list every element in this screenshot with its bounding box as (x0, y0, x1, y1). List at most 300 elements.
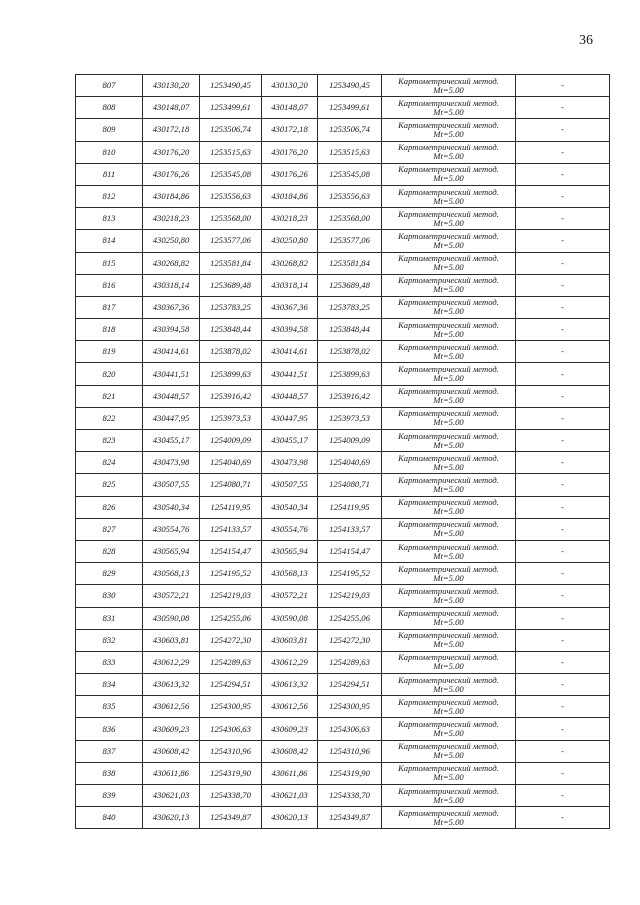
method-accuracy: Mt=5.00 (433, 594, 464, 605)
method-cell (382, 762, 516, 784)
page-number: 36 (579, 33, 593, 48)
table-row (76, 496, 610, 518)
x-existing-cell: 430554,76 (143, 518, 200, 540)
y-new-cell: 1254080,71 (318, 474, 382, 496)
table-row (76, 341, 610, 363)
x-existing-cell: 430447,95 (143, 407, 200, 429)
table-row (76, 430, 610, 452)
method-name: Картометрический метод. (398, 364, 499, 375)
point-number-cell: 813 (76, 208, 143, 230)
y-existing-cell: 1253878,02 (200, 341, 262, 363)
note-cell: - (516, 674, 610, 696)
table-row (76, 696, 610, 718)
x-existing-cell: 430473,98 (143, 452, 200, 474)
point-number-cell: 808 (76, 97, 143, 119)
y-existing-cell: 1253689,48 (200, 274, 262, 296)
x-new-cell: 430250,80 (262, 230, 318, 252)
method-cell (382, 540, 516, 562)
x-existing-cell: 430268,82 (143, 252, 200, 274)
method-name: Картометрический метод. (398, 696, 499, 707)
x-existing-cell: 430318,14 (143, 274, 200, 296)
table-row (76, 75, 610, 97)
method-name: Картометрический метод. (398, 97, 499, 108)
y-existing-cell: 1253499,61 (200, 97, 262, 119)
method-name: Картометрический метод. (398, 142, 499, 153)
y-new-cell: 1253899,63 (318, 363, 382, 385)
y-existing-cell: 1254219,03 (200, 585, 262, 607)
y-existing-cell: 1253545,08 (200, 163, 262, 185)
x-new-cell: 430621,03 (262, 785, 318, 807)
method-name: Картометрический метод. (398, 608, 499, 619)
method-cell (382, 807, 516, 829)
method-accuracy: Mt=5.00 (433, 816, 464, 827)
y-new-cell: 1254289,63 (318, 651, 382, 673)
point-number-cell: 819 (76, 341, 143, 363)
point-number-cell: 811 (76, 163, 143, 185)
note-cell: - (516, 452, 610, 474)
coordinates-table-body (76, 75, 610, 829)
x-new-cell: 430218,23 (262, 208, 318, 230)
note-cell: - (516, 607, 610, 629)
method-name: Картометрический метод. (398, 497, 499, 508)
method-cell (382, 341, 516, 363)
method-cell (382, 230, 516, 252)
x-existing-cell: 430184,86 (143, 185, 200, 207)
y-existing-cell: 1253973,53 (200, 407, 262, 429)
method-name: Картометрический метод. (398, 386, 499, 397)
y-existing-cell: 1254272,30 (200, 629, 262, 651)
y-existing-cell: 1254154,47 (200, 540, 262, 562)
x-existing-cell: 430621,03 (143, 785, 200, 807)
method-accuracy: Mt=5.00 (433, 483, 464, 494)
method-accuracy: Mt=5.00 (433, 461, 464, 472)
point-number-cell: 822 (76, 407, 143, 429)
y-new-cell: 1253878,02 (318, 341, 382, 363)
point-number-cell: 818 (76, 319, 143, 341)
method-accuracy: Mt=5.00 (433, 639, 464, 650)
y-existing-cell: 1254310,96 (200, 740, 262, 762)
x-existing-cell: 430250,80 (143, 230, 200, 252)
method-name: Картометрический метод. (398, 186, 499, 197)
point-number-cell: 807 (76, 75, 143, 97)
x-new-cell: 430540,34 (262, 496, 318, 518)
point-number-cell: 829 (76, 563, 143, 585)
y-new-cell: 1253577,06 (318, 230, 382, 252)
method-name: Картометрический метод. (398, 452, 499, 463)
method-cell (382, 452, 516, 474)
y-existing-cell: 1253577,06 (200, 230, 262, 252)
x-existing-cell: 430568,13 (143, 563, 200, 585)
note-cell: - (516, 785, 610, 807)
y-new-cell: 1254119,95 (318, 496, 382, 518)
point-number-cell: 815 (76, 252, 143, 274)
method-name: Картометрический метод. (398, 541, 499, 552)
method-name: Картометрический метод. (398, 785, 499, 796)
x-new-cell: 430367,36 (262, 296, 318, 318)
note-cell: - (516, 696, 610, 718)
y-new-cell: 1253916,42 (318, 385, 382, 407)
table-row (76, 252, 610, 274)
method-accuracy: Mt=5.00 (433, 661, 464, 672)
method-accuracy: Mt=5.00 (433, 439, 464, 450)
point-number-cell: 831 (76, 607, 143, 629)
method-cell (382, 740, 516, 762)
method-accuracy: Mt=5.00 (433, 772, 464, 783)
point-number-cell: 823 (76, 430, 143, 452)
method-accuracy: Mt=5.00 (433, 106, 464, 117)
method-cell (382, 563, 516, 585)
method-name: Картометрический метод. (398, 230, 499, 241)
note-cell: - (516, 740, 610, 762)
x-existing-cell: 430608,42 (143, 740, 200, 762)
method-accuracy: Mt=5.00 (433, 794, 464, 805)
note-cell: - (516, 363, 610, 385)
point-number-cell: 824 (76, 452, 143, 474)
table-row (76, 607, 610, 629)
method-cell (382, 785, 516, 807)
x-new-cell: 430184,86 (262, 185, 318, 207)
x-new-cell: 430568,13 (262, 563, 318, 585)
table-row (76, 762, 610, 784)
method-accuracy: Mt=5.00 (433, 728, 464, 739)
point-number-cell: 834 (76, 674, 143, 696)
note-cell: - (516, 296, 610, 318)
y-existing-cell: 1254119,95 (200, 496, 262, 518)
point-number-cell: 838 (76, 762, 143, 784)
x-existing-cell: 430565,94 (143, 540, 200, 562)
method-accuracy: Mt=5.00 (433, 373, 464, 384)
x-existing-cell: 430367,36 (143, 296, 200, 318)
note-cell: - (516, 651, 610, 673)
method-cell (382, 607, 516, 629)
method-name: Картометрический метод. (398, 430, 499, 441)
y-new-cell: 1254154,47 (318, 540, 382, 562)
y-existing-cell: 1253783,25 (200, 296, 262, 318)
y-new-cell: 1253545,08 (318, 163, 382, 185)
method-accuracy: Mt=5.00 (433, 284, 464, 295)
y-new-cell: 1253490,45 (318, 75, 382, 97)
method-accuracy: Mt=5.00 (433, 262, 464, 273)
point-number-cell: 816 (76, 274, 143, 296)
x-new-cell: 430473,98 (262, 452, 318, 474)
y-existing-cell: 1253916,42 (200, 385, 262, 407)
table-row (76, 718, 610, 740)
y-new-cell: 1254195,52 (318, 563, 382, 585)
method-cell (382, 75, 516, 97)
note-cell: - (516, 141, 610, 163)
x-new-cell: 430268,82 (262, 252, 318, 274)
x-existing-cell: 430172,18 (143, 119, 200, 141)
method-cell (382, 518, 516, 540)
method-accuracy: Mt=5.00 (433, 617, 464, 628)
point-number-cell: 825 (76, 474, 143, 496)
method-name: Картометрический метод. (398, 807, 499, 818)
y-existing-cell: 1254289,63 (200, 651, 262, 673)
note-cell: - (516, 341, 610, 363)
note-cell: - (516, 762, 610, 784)
note-cell: - (516, 185, 610, 207)
table-row (76, 674, 610, 696)
note-cell: - (516, 319, 610, 341)
x-new-cell: 430172,18 (262, 119, 318, 141)
y-new-cell: 1253581,84 (318, 252, 382, 274)
method-cell (382, 185, 516, 207)
table-row (76, 208, 610, 230)
table-row (76, 230, 610, 252)
y-new-cell: 1253515,63 (318, 141, 382, 163)
y-existing-cell: 1253568,00 (200, 208, 262, 230)
point-number-cell: 828 (76, 540, 143, 562)
x-existing-cell: 430130,20 (143, 75, 200, 97)
method-accuracy: Mt=5.00 (433, 151, 464, 162)
method-accuracy: Mt=5.00 (433, 173, 464, 184)
method-name: Картометрический метод. (398, 341, 499, 352)
point-number-cell: 830 (76, 585, 143, 607)
point-number-cell: 809 (76, 119, 143, 141)
note-cell: - (516, 119, 610, 141)
x-existing-cell: 430609,23 (143, 718, 200, 740)
note-cell: - (516, 385, 610, 407)
method-accuracy: Mt=5.00 (433, 417, 464, 428)
table-row (76, 319, 610, 341)
method-name: Картометрический метод. (398, 319, 499, 330)
method-cell (382, 97, 516, 119)
method-cell (382, 208, 516, 230)
method-cell (382, 119, 516, 141)
table-row (76, 363, 610, 385)
x-new-cell: 430441,51 (262, 363, 318, 385)
y-new-cell: 1254272,30 (318, 629, 382, 651)
x-existing-cell: 430611,86 (143, 762, 200, 784)
note-cell: - (516, 407, 610, 429)
y-existing-cell: 1254080,71 (200, 474, 262, 496)
x-new-cell: 430130,20 (262, 75, 318, 97)
method-name: Картометрический метод. (398, 630, 499, 641)
method-accuracy: Mt=5.00 (433, 550, 464, 561)
point-number-cell: 832 (76, 629, 143, 651)
method-cell (382, 274, 516, 296)
x-new-cell: 430554,76 (262, 518, 318, 540)
point-number-cell: 821 (76, 385, 143, 407)
method-cell (382, 718, 516, 740)
x-existing-cell: 430590,08 (143, 607, 200, 629)
x-existing-cell: 430507,55 (143, 474, 200, 496)
x-existing-cell: 430394,58 (143, 319, 200, 341)
method-accuracy: Mt=5.00 (433, 84, 464, 95)
x-new-cell: 430455,17 (262, 430, 318, 452)
note-cell: - (516, 807, 610, 829)
table-row (76, 119, 610, 141)
y-existing-cell: 1254040,69 (200, 452, 262, 474)
y-new-cell: 1253689,48 (318, 274, 382, 296)
y-new-cell: 1253499,61 (318, 97, 382, 119)
method-cell (382, 319, 516, 341)
y-new-cell: 1254294,51 (318, 674, 382, 696)
method-cell (382, 407, 516, 429)
method-cell (382, 296, 516, 318)
y-new-cell: 1253783,25 (318, 296, 382, 318)
x-existing-cell: 430148,07 (143, 97, 200, 119)
method-cell (382, 496, 516, 518)
method-name: Картометрический метод. (398, 674, 499, 685)
table-row (76, 163, 610, 185)
point-number-cell: 812 (76, 185, 143, 207)
table-row (76, 185, 610, 207)
method-name: Картометрический метод. (398, 275, 499, 286)
y-existing-cell: 1253848,44 (200, 319, 262, 341)
x-new-cell: 430318,14 (262, 274, 318, 296)
point-number-cell: 836 (76, 718, 143, 740)
method-accuracy: Mt=5.00 (433, 306, 464, 317)
table-row (76, 407, 610, 429)
method-name: Картометрический метод. (398, 719, 499, 730)
method-accuracy: Mt=5.00 (433, 217, 464, 228)
x-new-cell: 430565,94 (262, 540, 318, 562)
method-accuracy: Mt=5.00 (433, 239, 464, 250)
x-existing-cell: 430448,57 (143, 385, 200, 407)
table-row (76, 296, 610, 318)
y-new-cell: 1254349,87 (318, 807, 382, 829)
y-existing-cell: 1253899,63 (200, 363, 262, 385)
note-cell: - (516, 563, 610, 585)
method-name: Картометрический метод. (398, 741, 499, 752)
x-new-cell: 430414,61 (262, 341, 318, 363)
y-existing-cell: 1253490,45 (200, 75, 262, 97)
method-cell (382, 163, 516, 185)
table-row (76, 141, 610, 163)
method-name: Картометрический метод. (398, 297, 499, 308)
method-cell (382, 252, 516, 274)
method-accuracy: Mt=5.00 (433, 328, 464, 339)
y-existing-cell: 1253515,63 (200, 141, 262, 163)
y-new-cell: 1254306,63 (318, 718, 382, 740)
x-new-cell: 430507,55 (262, 474, 318, 496)
note-cell: - (516, 97, 610, 119)
y-existing-cell: 1254255,06 (200, 607, 262, 629)
x-existing-cell: 430612,56 (143, 696, 200, 718)
x-existing-cell: 430414,61 (143, 341, 200, 363)
method-accuracy: Mt=5.00 (433, 528, 464, 539)
table-row (76, 474, 610, 496)
y-existing-cell: 1254338,70 (200, 785, 262, 807)
x-existing-cell: 430620,13 (143, 807, 200, 829)
method-accuracy: Mt=5.00 (433, 128, 464, 139)
table-row (76, 585, 610, 607)
y-new-cell: 1254219,03 (318, 585, 382, 607)
y-new-cell: 1254040,69 (318, 452, 382, 474)
table-row (76, 740, 610, 762)
method-accuracy: Mt=5.00 (433, 750, 464, 761)
y-new-cell: 1254338,70 (318, 785, 382, 807)
method-name: Картометрический метод. (398, 474, 499, 485)
point-number-cell: 817 (76, 296, 143, 318)
y-new-cell: 1253568,00 (318, 208, 382, 230)
point-number-cell: 840 (76, 807, 143, 829)
y-existing-cell: 1253556,63 (200, 185, 262, 207)
x-new-cell: 430620,13 (262, 807, 318, 829)
x-new-cell: 430612,29 (262, 651, 318, 673)
x-existing-cell: 430612,29 (143, 651, 200, 673)
method-cell (382, 430, 516, 452)
x-existing-cell: 430176,26 (143, 163, 200, 185)
method-name: Картометрический метод. (398, 208, 499, 219)
table-row (76, 651, 610, 673)
note-cell: - (516, 230, 610, 252)
table-row (76, 807, 610, 829)
table-row (76, 785, 610, 807)
x-new-cell: 430448,57 (262, 385, 318, 407)
x-new-cell: 430608,42 (262, 740, 318, 762)
y-new-cell: 1253973,53 (318, 407, 382, 429)
method-cell (382, 585, 516, 607)
point-number-cell: 820 (76, 363, 143, 385)
y-new-cell: 1254300,95 (318, 696, 382, 718)
y-existing-cell: 1254294,51 (200, 674, 262, 696)
x-new-cell: 430611,86 (262, 762, 318, 784)
y-new-cell: 1254133,57 (318, 518, 382, 540)
y-new-cell: 1254310,96 (318, 740, 382, 762)
y-existing-cell: 1254306,63 (200, 718, 262, 740)
method-cell (382, 385, 516, 407)
x-existing-cell: 430572,21 (143, 585, 200, 607)
table-row (76, 540, 610, 562)
method-name: Картометрический метод. (398, 408, 499, 419)
point-number-cell: 826 (76, 496, 143, 518)
y-new-cell: 1253848,44 (318, 319, 382, 341)
method-accuracy: Mt=5.00 (433, 506, 464, 517)
method-accuracy: Mt=5.00 (433, 572, 464, 583)
point-number-cell: 835 (76, 696, 143, 718)
method-cell (382, 474, 516, 496)
x-new-cell: 430572,21 (262, 585, 318, 607)
point-number-cell: 810 (76, 141, 143, 163)
table-row (76, 452, 610, 474)
method-cell (382, 363, 516, 385)
method-accuracy: Mt=5.00 (433, 683, 464, 694)
y-new-cell: 1253506,74 (318, 119, 382, 141)
y-existing-cell: 1253506,74 (200, 119, 262, 141)
note-cell: - (516, 496, 610, 518)
point-number-cell: 839 (76, 785, 143, 807)
note-cell: - (516, 274, 610, 296)
method-name: Картометрический метод. (398, 253, 499, 264)
note-cell: - (516, 474, 610, 496)
x-existing-cell: 430455,17 (143, 430, 200, 452)
note-cell: - (516, 252, 610, 274)
method-name: Картометрический метод. (398, 652, 499, 663)
method-accuracy: Mt=5.00 (433, 395, 464, 406)
method-cell (382, 674, 516, 696)
y-existing-cell: 1254009,09 (200, 430, 262, 452)
table-row (76, 274, 610, 296)
method-cell (382, 651, 516, 673)
note-cell: - (516, 430, 610, 452)
x-new-cell: 430447,95 (262, 407, 318, 429)
point-number-cell: 837 (76, 740, 143, 762)
method-name: Картометрический метод. (398, 763, 499, 774)
method-accuracy: Mt=5.00 (433, 350, 464, 361)
table-row (76, 518, 610, 540)
x-existing-cell: 430176,20 (143, 141, 200, 163)
note-cell: - (516, 75, 610, 97)
point-number-cell: 827 (76, 518, 143, 540)
x-existing-cell: 430603,81 (143, 629, 200, 651)
method-accuracy: Mt=5.00 (433, 705, 464, 716)
note-cell: - (516, 585, 610, 607)
x-new-cell: 430609,23 (262, 718, 318, 740)
y-existing-cell: 1254319,90 (200, 762, 262, 784)
y-existing-cell: 1254300,95 (200, 696, 262, 718)
